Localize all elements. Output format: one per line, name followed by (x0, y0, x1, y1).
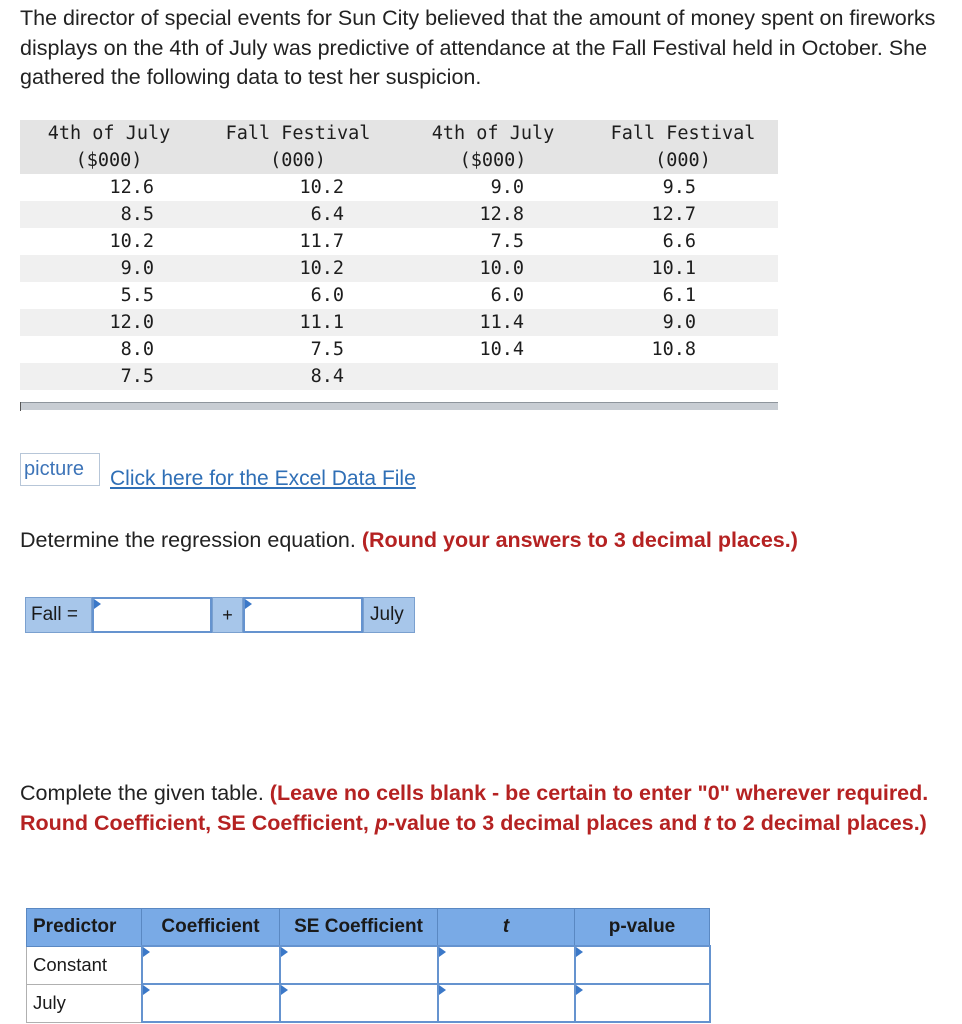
table-cell: 6.6 (588, 228, 778, 255)
col-header-july-1: 4th of July ($000) (20, 120, 198, 174)
table-cell: 10.2 (198, 255, 398, 282)
table-cell: 7.5 (198, 336, 398, 363)
constant-t-input[interactable] (438, 946, 575, 984)
table-cell: 5.5 (20, 282, 198, 309)
problem-intro: The director of special events for Sun City believed that the amount of money spent on fireworks displays on the 4th of July was predictive of attendance at the Fall Festival held in October. She gathered the following data to test her suspicion. (20, 6, 936, 89)
question-instruction: (Leave no cells blank - be certain to enter "0" wherever required. Round Coefficient, SE Coefficient, p-value to 3 decimal places and t to 2 decimal places.) (20, 781, 929, 835)
table-row (20, 228, 778, 255)
table-cell: 8.0 (20, 336, 198, 363)
table-cell: 10.8 (588, 336, 778, 363)
table-row (20, 363, 778, 390)
table-row (20, 309, 778, 336)
input-flag-icon (281, 947, 288, 957)
table-cell: 10.2 (198, 174, 398, 201)
col-header-predictor: Predictor (27, 909, 142, 947)
table-row (20, 255, 778, 282)
col-header-p-value: p-value (575, 909, 710, 947)
table-row (20, 174, 778, 201)
col-header-se-coefficient: SE Coefficient (280, 909, 438, 947)
table-row (20, 282, 778, 309)
question-regression (20, 528, 798, 553)
input-flag-icon (143, 947, 150, 957)
col-header-fall-2: Fall Festival (000) (588, 120, 778, 174)
constant-p-value-input[interactable] (575, 946, 710, 984)
input-flag-icon (576, 985, 583, 995)
table-cell: 10.4 (398, 336, 588, 363)
table-cell: 10.1 (588, 255, 778, 282)
table-cell: 6.4 (198, 201, 398, 228)
intercept-input[interactable] (92, 597, 212, 633)
table-cell: 8.4 (198, 363, 398, 390)
table-row (20, 336, 778, 363)
equation-lhs-label: Fall = (25, 597, 92, 633)
table-cell: 6.0 (198, 282, 398, 309)
input-flag-icon (281, 985, 288, 995)
input-flag-icon (439, 947, 446, 957)
constant-coefficient-input[interactable] (142, 946, 280, 984)
row-label-constant: Constant (27, 946, 142, 984)
table-cell: 12.8 (398, 201, 588, 228)
table-cell: 12.7 (588, 201, 778, 228)
question-table (20, 778, 955, 838)
table-row (27, 984, 710, 1022)
table-cell: 9.0 (398, 174, 588, 201)
equation-plus-label: + (212, 597, 243, 633)
table-cell: 10.0 (398, 255, 588, 282)
constant-se-input[interactable] (280, 946, 438, 984)
table-cell: 7.5 (398, 228, 588, 255)
input-flag-icon (576, 947, 583, 957)
col-header-coefficient: Coefficient (142, 909, 280, 947)
july-coefficient-input[interactable] (142, 984, 280, 1022)
answer-table (26, 908, 711, 1023)
row-label-july: July (27, 984, 142, 1022)
table-cell: 7.5 (20, 363, 198, 390)
table-bottom-rule (20, 402, 778, 410)
table-cell: 9.0 (588, 309, 778, 336)
table-cell: 11.7 (198, 228, 398, 255)
table-cell: 6.0 (398, 282, 588, 309)
equation-rhs-label: July (363, 597, 415, 633)
table-cell: 11.1 (198, 309, 398, 336)
input-flag-icon (245, 599, 252, 609)
table-cell: 9.0 (20, 255, 198, 282)
table-cell: 9.5 (588, 174, 778, 201)
question-text: Complete the given table. (20, 781, 270, 805)
question-text: Determine the regression equation. (20, 528, 362, 552)
table-cell: 8.5 (20, 201, 198, 228)
question-instruction: (Round your answers to 3 decimal places.) (361, 528, 798, 552)
july-se-input[interactable] (280, 984, 438, 1022)
table-row (20, 201, 778, 228)
table-cell: 6.1 (588, 282, 778, 309)
input-flag-icon (439, 985, 446, 995)
table-cell: 10.2 (20, 228, 198, 255)
input-flag-icon (94, 599, 101, 609)
slope-input[interactable] (243, 597, 363, 633)
table-cell (588, 363, 778, 390)
col-header-t: t (438, 909, 575, 947)
july-p-value-input[interactable] (575, 984, 710, 1022)
table-cell: 12.6 (20, 174, 198, 201)
col-header-fall-1: Fall Festival (000) (198, 120, 398, 174)
table-row (27, 946, 710, 984)
table-cell (398, 363, 588, 390)
data-table (20, 120, 778, 390)
picture-placeholder: picture (20, 453, 100, 486)
excel-data-link[interactable]: Click here for the Excel Data File (110, 467, 416, 490)
col-header-july-2: 4th of July ($000) (398, 120, 588, 174)
july-t-input[interactable] (438, 984, 575, 1022)
table-cell: 11.4 (398, 309, 588, 336)
table-cell: 12.0 (20, 309, 198, 336)
input-flag-icon (143, 985, 150, 995)
